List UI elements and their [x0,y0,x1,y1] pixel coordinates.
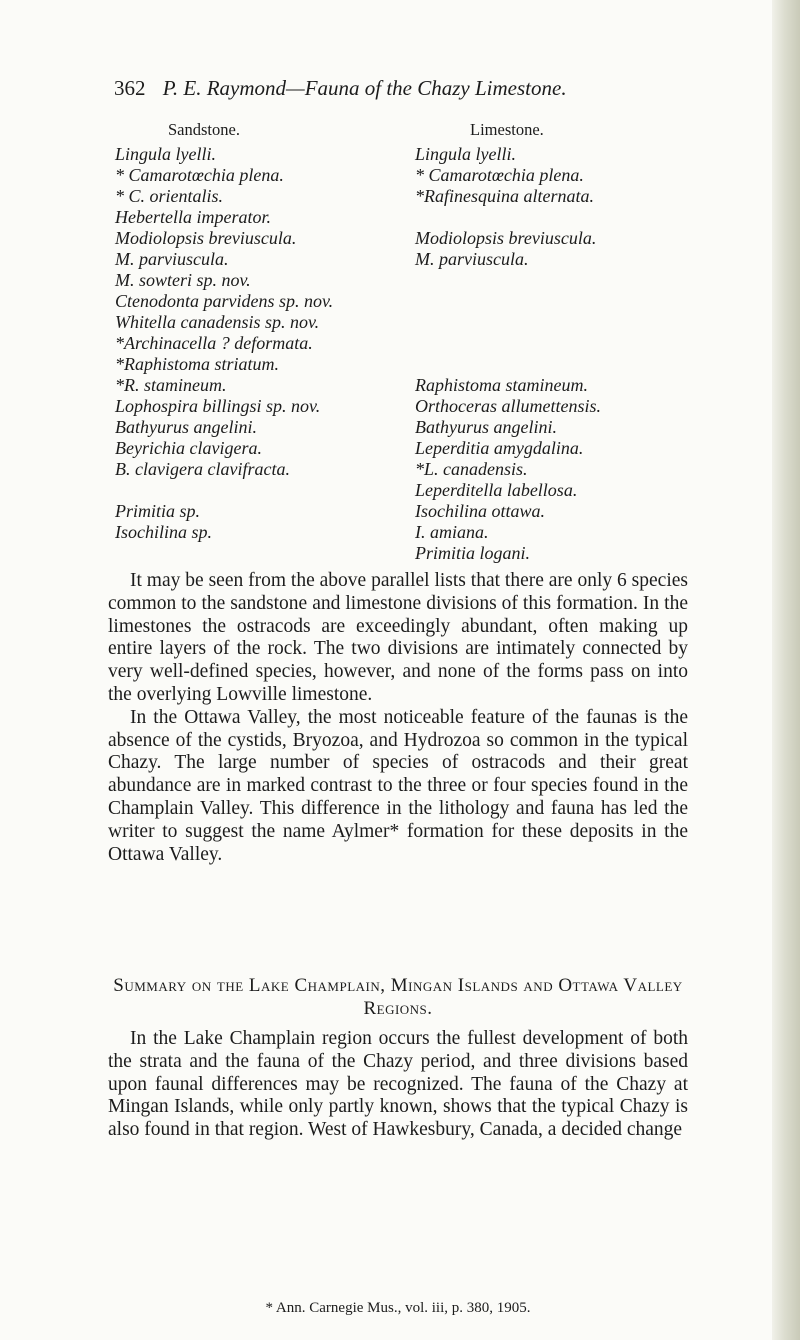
header-author: P. E. Raymond [162,76,287,100]
species-item: Bathyurus angelini. [115,417,257,437]
species-item: Isochilina ottawa. [415,501,545,521]
species-item: *Raphistoma striatum. [115,354,280,374]
species-item: Modiolopsis breviuscula. [415,228,597,248]
species-item: *R. stamineum. [115,375,227,395]
species-item: Ctenodonta parvidens sp. nov. [115,291,334,311]
species-item: Whitella canadensis sp. nov. [115,312,320,332]
running-header [114,76,694,101]
sandstone-heading: Sandstone. [168,120,240,139]
species-item: Raphistoma stamineum. [415,375,588,395]
species-item: Primitia logani. [415,543,531,563]
species-item: Beyrichia clavigera. [115,438,262,458]
species-item: Hebertella imperator. [115,207,271,227]
species-item: M. parviuscula. [115,249,229,269]
sandstone-species-list [115,144,333,543]
species-item: * Camarotœchia plena. [415,165,584,185]
summary-text [108,1028,688,1142]
page-edge-shadow [772,0,800,1340]
paragraph: In the Ottawa Valley, the most noticeable feature of the faunas is the absence of the cystids, Bryozoa, and Hydrozoa so common in the typical Chazy. The large number of species of ostracods and their great abundance are in marked contrast to the three or four species found in the Champlain Valley. This difference in the lithology and fauna has led the writer to suggest the name Aylmer* formation for these deposits in the Ottawa Valley. [108,706,688,865]
page-number: 362 [114,76,146,100]
species-item: M. sowteri sp. nov. [115,270,251,290]
species-item: Lingula lyelli. [415,144,516,164]
header-title: —Fauna of the Chazy Limestone. [286,76,567,100]
footnote: * Ann. Carnegie Mus., vol. iii, p. 380, 1905. [265,1300,531,1316]
species-item: I. amiana. [415,522,489,542]
species-item: *Archinacella ? deformata. [115,333,313,353]
species-item: *Rafinesquina alternata. [415,186,594,206]
species-item: M. parviuscula. [415,249,529,269]
section-title: Summary on the Lake Champlain, Mingan Islands and Ottawa Valley Regions. [113,975,683,1019]
species-item: Bathyurus angelini. [415,417,557,437]
species-item: * Camarotœchia plena. [115,165,284,185]
species-item: B. clavigera clavifracta. [115,459,290,479]
species-item: Lophospira billingsi sp. nov. [115,396,321,416]
species-item: * C. orientalis. [115,186,224,206]
discussion-text [108,570,688,866]
species-item: Leperditia amygdalina. [415,438,584,458]
species-item: Isochilina sp. [115,522,212,542]
limestone-heading: Limestone. [470,120,544,139]
species-item: Leperditella labellosa. [415,480,578,500]
species-item: Orthoceras allumettensis. [415,396,601,416]
species-item: Primitia sp. [115,501,201,521]
species-item: *L. canadensis. [415,459,528,479]
paragraph: It may be seen from the above parallel lists that there are only 6 species common to the sandstone and limestone divisions of this formation. In the limestones the ostracods are exceedingly abundant, often making up entire layers of the rock. The two divisions are intimately connected by very well-defined species, however, and none of the forms pass on into the overlying Lowville limestone. [108,570,688,705]
limestone-species-list [415,144,601,564]
species-item: Lingula lyelli. [115,144,216,164]
species-item: Modiolopsis breviuscula. [115,228,297,248]
paragraph: In the Lake Champlain region occurs the fullest development of both the strata and the fauna of the Chazy period, and three divisions based upon faunal differences may be recognized. The fauna of the Chazy at Mingan Islands, while only partly known, shows that the typical Chazy is also found in that region. West of Hawkesbury, Canada, a decided change [108,1028,688,1141]
